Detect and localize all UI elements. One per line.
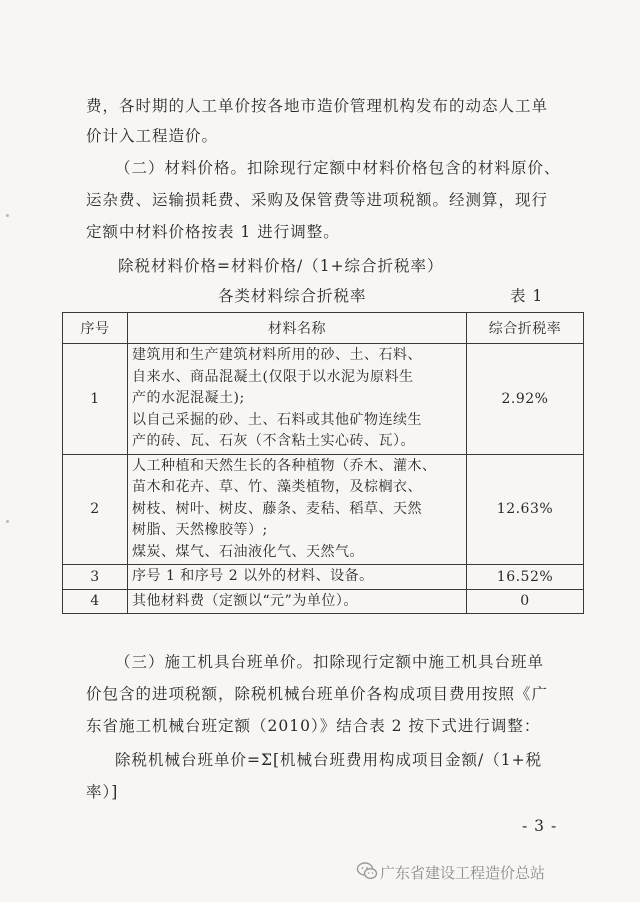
material-name-line: 其他材料费（定额以“元”为单位）。	[132, 592, 358, 609]
formula-line: 除税机械台班单价=Σ[机械台班费用构成项目金额/（1+税	[115, 751, 543, 769]
paragraph-line: 东省施工机械台班定额（2010）》结合表 2 按下式进行调整：	[86, 717, 541, 735]
table-title: 各类材料综合折税率	[218, 287, 367, 305]
material-name	[128, 589, 467, 614]
row-number: 1	[63, 344, 128, 455]
header-cell: 序号	[63, 313, 128, 344]
paragraph-line: （三）施工机具台班单价。扣除现行定额中施工机具台班单	[115, 653, 545, 671]
paragraph-line: 费，各时期的人工单价按各地市造价管理机构发布的动态人工单	[86, 97, 549, 115]
table-row	[63, 565, 584, 590]
table-row	[63, 589, 584, 614]
watermark-text: 广东省建设工程造价总站	[380, 864, 546, 882]
table-header-row	[63, 313, 584, 344]
material-name-line: 人工种植和天然生长的各种植物（乔木、灌木、	[132, 457, 437, 474]
table-number: 表 1	[510, 287, 544, 305]
material-name-line: 煤炭、煤气、石油液化气、天然气。	[132, 543, 364, 560]
page-number: - 3 -	[522, 817, 558, 835]
material-name-line: 自来水、商品混凝土(仅限于以水泥为原料生	[132, 368, 414, 385]
material-name-line: 建筑用和生产建筑材料所用的砂、土、石料、	[132, 347, 422, 363]
header-cell: 材料名称	[128, 313, 467, 344]
material-name-line: 树枝、树叶、树皮、藤条、麦秸、稻草、天然	[132, 500, 422, 517]
material-name-line: 以自己采掘的砂、土、石料或其他矿物连续生	[132, 411, 422, 428]
material-name-line: 产的砖、瓦、石灰（不含粘土实心砖、瓦）。	[132, 433, 415, 449]
margin-mark	[6, 520, 9, 523]
paragraph-line: 定额中材料价格按表 1 进行调整。	[86, 223, 340, 241]
row-number: 4	[63, 589, 128, 614]
paragraph-line: 运杂费、运输损耗费、采购及保管费等进项税额。经测算，现行	[86, 191, 549, 209]
paragraph-line: （二）材料价格。扣除现行定额中材料价格包含的材料原价、	[115, 159, 561, 177]
tax-rate: 0	[467, 589, 584, 614]
table-row	[63, 344, 584, 455]
paragraph-line: 价计入工程造价。	[86, 127, 219, 145]
table-row	[63, 454, 584, 565]
paragraph-line: 价包含的进项税额，除税机械台班单价各构成项目费用按照《广	[86, 685, 549, 703]
formula-line: 除税材料价格=材料价格/（1+综合折税率）	[118, 257, 444, 275]
material-name-line: 苗木和花卉、草、竹、藻类植物，及棕榈衣、	[132, 479, 422, 495]
tax-rate: 2.92%	[467, 344, 584, 455]
tax-rate-table	[62, 312, 584, 614]
row-number: 2	[63, 454, 128, 565]
header-cell: 综合折税率	[467, 313, 584, 344]
material-name-line: 树脂、天然橡胶等）;	[132, 522, 268, 538]
material-name-line: 序号 1 和序号 2 以外的材料、设备。	[132, 568, 374, 584]
material-name	[128, 454, 467, 565]
material-name-line: 产的水泥混凝土);	[132, 390, 245, 406]
tax-rate: 12.63%	[467, 454, 584, 565]
tax-rate: 16.52%	[467, 565, 584, 590]
material-name	[128, 344, 467, 455]
material-name	[128, 565, 467, 590]
row-number: 3	[63, 565, 128, 590]
margin-mark	[6, 214, 9, 217]
wechat-icon	[356, 860, 378, 882]
formula-line: 率）]	[86, 783, 119, 801]
